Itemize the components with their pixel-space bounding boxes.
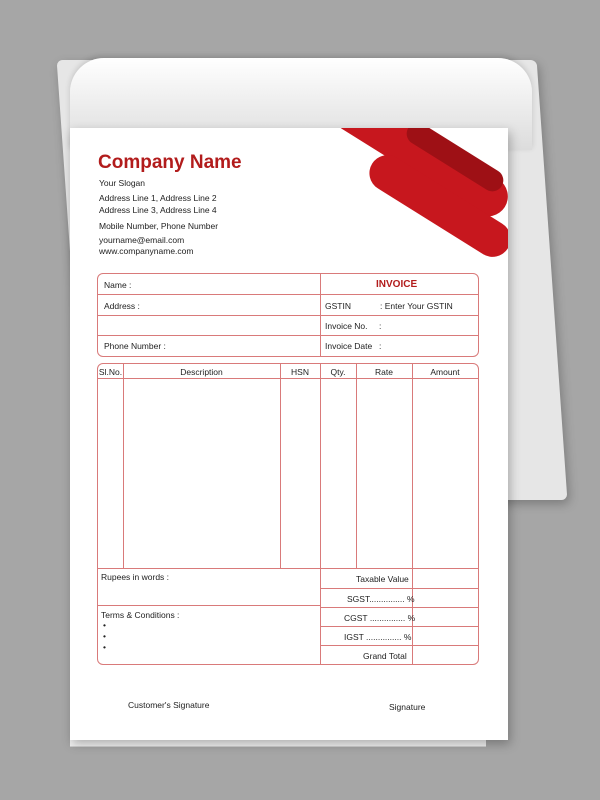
gstin-value: : Enter Your GSTIN xyxy=(380,301,453,311)
column-header-qty: Qty. xyxy=(330,367,346,377)
company-email: yourname@email.com xyxy=(99,235,185,245)
terms-bullet: • xyxy=(103,642,106,652)
totals-row-line xyxy=(321,645,478,646)
cgst-label: CGST ............... % xyxy=(344,613,416,623)
company-slogan: Your Slogan xyxy=(99,178,146,188)
totals-row-line xyxy=(321,626,478,627)
column-header-slno: Sl.No. xyxy=(98,367,123,377)
column-divider xyxy=(280,364,281,568)
invoice-title: INVOICE xyxy=(376,279,418,290)
sgst-label: SGST............... % xyxy=(347,594,415,604)
company-phone: Mobile Number, Phone Number xyxy=(99,221,219,231)
customer-signature-label: Customer's Signature xyxy=(128,700,210,710)
signature-label: Signature xyxy=(389,702,426,712)
column-header-hsn: HSN xyxy=(291,367,309,377)
table-header-line xyxy=(98,378,478,379)
column-divider xyxy=(356,364,357,568)
name-label: Name : xyxy=(104,280,132,290)
gstin-label: GSTIN xyxy=(325,301,351,311)
rupees-in-words-label: Rupees in words : xyxy=(101,572,170,582)
rupees-terms-divider xyxy=(98,605,320,606)
invoice-date-label: Invoice Date xyxy=(325,341,373,351)
invoice-number-separator: : xyxy=(379,321,382,331)
table-body-bottom-line xyxy=(98,568,478,569)
company-website: www.companyname.com xyxy=(99,246,194,256)
address-label: Address : xyxy=(104,301,140,311)
company-address-line-1: Address Line 1, Address Line 2 xyxy=(99,193,217,203)
company-address-line-2: Address Line 3, Address Line 4 xyxy=(99,205,217,215)
terms-bullet: • xyxy=(103,631,106,641)
info-row-line xyxy=(98,335,478,336)
igst-label: IGST ............... % xyxy=(344,632,412,642)
totals-row-line xyxy=(321,588,478,589)
info-row-line xyxy=(98,294,478,295)
invoice-page xyxy=(70,128,508,740)
column-header-amount: Amount xyxy=(430,367,460,377)
phone-label: Phone Number : xyxy=(104,341,166,351)
terms-label: Terms & Conditions : xyxy=(101,610,180,620)
grand-total-label: Grand Total xyxy=(363,651,407,661)
invoice-number-label: Invoice No. xyxy=(325,321,368,331)
company-name: Company Name xyxy=(98,152,242,173)
column-header-rate: Rate xyxy=(375,367,393,377)
invoice-date-separator: : xyxy=(379,341,382,351)
taxable-value-label: Taxable Value xyxy=(356,574,409,584)
terms-bullet: • xyxy=(103,620,106,630)
info-row-line xyxy=(98,315,478,316)
column-divider xyxy=(123,364,124,568)
column-divider xyxy=(320,364,321,664)
column-header-description: Description xyxy=(180,367,223,377)
totals-row-line xyxy=(321,607,478,608)
